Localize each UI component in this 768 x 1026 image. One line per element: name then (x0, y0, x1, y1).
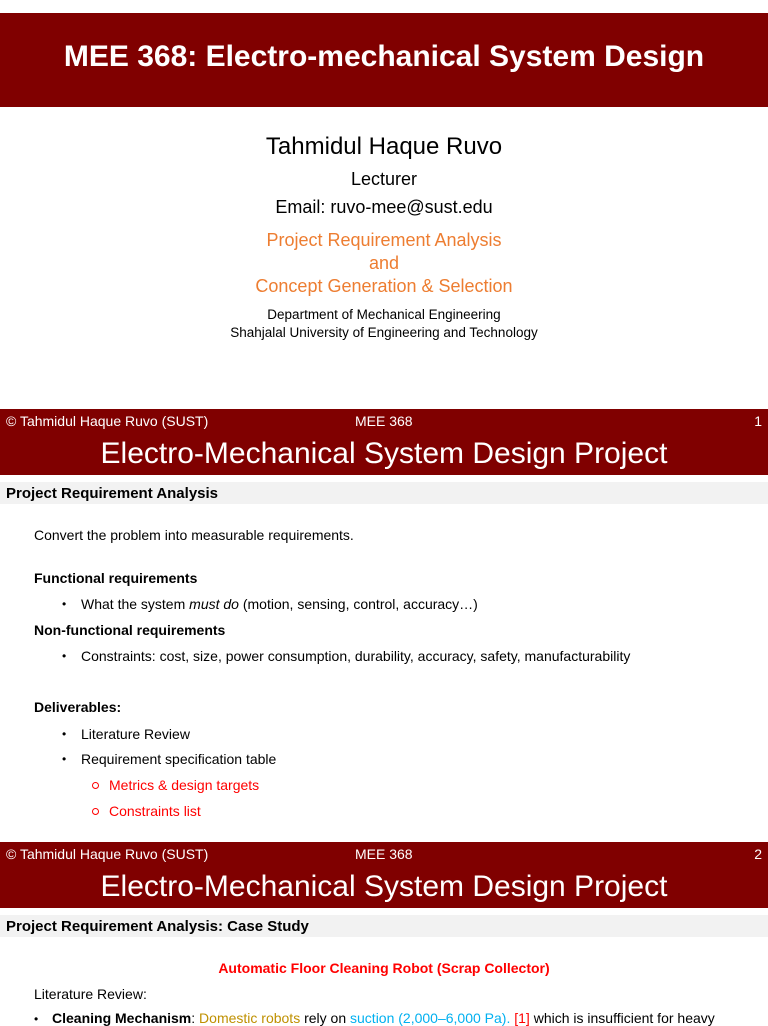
deliverable-item: Literature Review (81, 726, 190, 742)
slide-1-header (0, 409, 768, 475)
sub-bullet-circle (92, 808, 99, 815)
topic-line-2: and (368, 253, 400, 273)
slide-1-section: Project Requirement Analysis (6, 485, 219, 502)
slide-1-footer-center: MEE 368 (355, 413, 413, 429)
nonfunctional-item: Constraints: cost, size, power consumption, durability, accuracy, safety, manufacturability (81, 648, 631, 664)
slide-2-section: Project Requirement Analysis: Case Study (6, 918, 309, 935)
author-role: Lecturer (350, 169, 418, 189)
topic-line-1: Project Requirement Analysis (266, 230, 502, 250)
bullet-dot: • (34, 1012, 39, 1026)
university: Shahjalal University of Engineering and Technology (230, 325, 538, 340)
slide-1-page-number: 1 (754, 413, 762, 429)
deliverable-item: Requirement specification table (81, 751, 277, 767)
author-name: Tahmidul Haque Ruvo (265, 133, 503, 160)
slide-1-section-bar (0, 482, 768, 504)
bullet-dot: • (62, 649, 67, 663)
course-title: MEE 368: Electro-mechanical System Design (63, 40, 705, 73)
functional-item: What the system must do (motion, sensing, control, accuracy…) (81, 596, 478, 612)
nonfunctional-heading: Non-functional requirements (34, 622, 226, 638)
bullet-dot: • (62, 752, 67, 766)
sub-deliverable-item: Constraints list (109, 803, 201, 819)
sub-deliverable-item: Metrics & design targets (109, 777, 260, 793)
slide-2-footer-center: MEE 368 (355, 846, 413, 862)
literature-review-label: Literature Review: (34, 986, 147, 1002)
author-email: Email: ruvo-mee@sust.edu (275, 197, 493, 217)
slide-2-header (0, 842, 768, 908)
case-study-title: Automatic Floor Cleaning Robot (Scrap Collector) (218, 960, 550, 976)
slide-1-footer-left: © Tahmidul Haque Ruvo (SUST) (6, 413, 209, 429)
functional-heading: Functional requirements (34, 570, 198, 586)
sub-bullet-circle (92, 782, 99, 789)
slide-2-title: Electro-Mechanical System Design Project (100, 870, 668, 903)
slide-1-title: Electro-Mechanical System Design Project (100, 437, 668, 470)
slide-2-section-bar (0, 915, 768, 937)
cleaning-mechanism-item: Cleaning Mechanism: Domestic robots rely on suction (2,000–6,000 Pa). [1] which is insufficient for heavy (52, 1010, 715, 1026)
slide-2-page-number: 2 (754, 846, 762, 862)
bullet-dot: • (62, 727, 67, 741)
slide-2-footer-left: © Tahmidul Haque Ruvo (SUST) (6, 846, 209, 862)
deliverables-heading: Deliverables: (34, 699, 122, 715)
department: Department of Mechanical Engineering (267, 307, 501, 322)
slide-1-intro: Convert the problem into measurable requirements. (34, 527, 354, 543)
topic-line-3: Concept Generation & Selection (255, 276, 513, 296)
bullet-dot: • (62, 597, 67, 611)
